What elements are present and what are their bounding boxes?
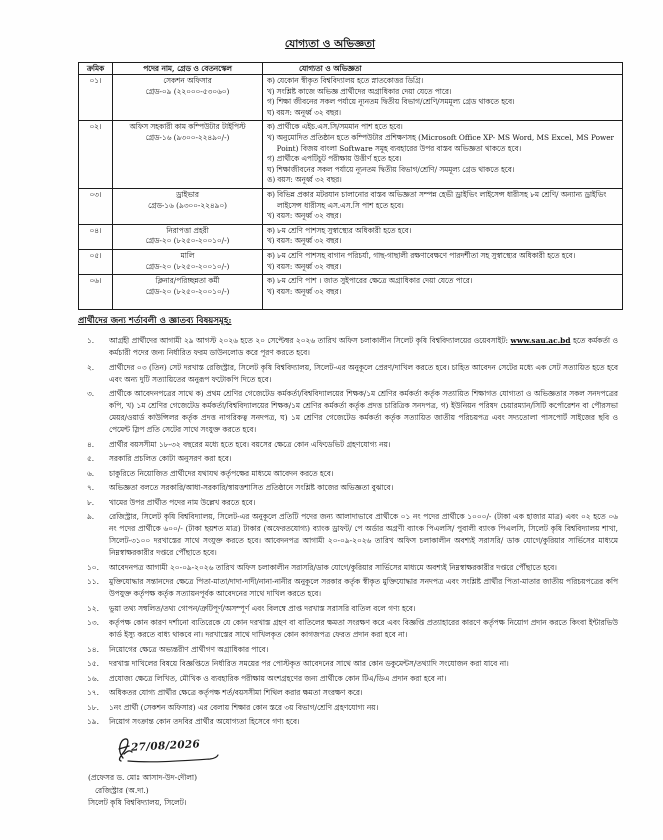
serial-cell: ০৩। (79, 188, 113, 224)
condition-number: ৬. (87, 468, 95, 478)
post-cell (113, 75, 263, 121)
condition-item (78, 576, 622, 600)
condition-text: মুক্তিযোদ্ধার সন্তানদের ক্ষেত্রে পিতা-মাতা/দাদা-দাদী/নানা-নানীর অনুকূলে সরকার কর্তৃক স্বীকৃত মুক্তিযোদ্ধার সনদপত্র এবং সংশ্লিষ্ট প্রার্থীর পিতা-মাতার জাতীয় পরিচয়পত্রের কপি উপযুক্ত কর্তৃপক্ষ কর্তৃক সত্যায়নপূর্বক আবেদনের সাথে দাখিল করতে হবে। (109, 577, 618, 599)
condition-number: ১৫. (87, 659, 99, 669)
qualification-text: বয়স: অনূর্ধ্ব ৩২ বছর। (277, 175, 342, 185)
conditions-heading (78, 315, 622, 327)
condition-text: অভিজ্ঞতা বলতে সরকারি/আধা-সরকারি/স্বায়ত্তশাসিত প্রতিষ্ঠানে সংশ্লিষ্ট কাজের অভিজ্ঞতা বুঝাবে। (109, 483, 394, 493)
header-row (79, 63, 623, 75)
qualification-item (267, 190, 618, 211)
post-name: নিরাপত্তা প্রহরী (166, 225, 209, 235)
condition-item (78, 603, 622, 615)
signature-date: 27/08/2026 (130, 738, 201, 754)
serial-cell: ০১। (79, 75, 113, 121)
condition-item (78, 562, 622, 574)
condition-number: ৫. (87, 454, 95, 464)
qualification-item (267, 87, 618, 98)
qualification-item (267, 226, 618, 237)
qualification-item (267, 97, 618, 108)
condition-item (78, 497, 622, 509)
condition-text: নিয়োগ সংক্রান্ত কোন তদবির প্রার্থীর অযোগ্যতা হিসেবে গণ্য হবে। (109, 717, 300, 727)
condition-text: কর্তৃপক্ষ কোন কারণ দর্শানো ব্যতিরেকে যে কোন দরখাস্ত গ্রহণ বা বাতিলের ক্ষমতা সংরক্ষণ করে এবং বিজ্ঞপ্তি প্রত্যাহারের কারণে কর্তৃপক্ষ নিয়োগ প্রদান করতে কিংবা ইন্টারভিউ কার্ড ইস্যু করতে বাধ্য থাকবে না। দরখাস্তের সাথে দাখিলকৃত কোন কাগজপত্র ফেরত প্রদান করা হবে না। (109, 618, 618, 640)
qualification-label: ক) (267, 76, 275, 85)
condition-number: ১২. (87, 603, 99, 613)
qualification-label: খ) (267, 211, 275, 221)
condition-text: দরখাস্ত দাখিলের বিষয়ে বিজ্ঞপ্তিতে নির্ধারিত সময়ের পর পোস্টকৃত আবেদনের সাথে আর কোন ডকুমেন্টস/তথ্যাদি সংযোজন করা যাবে না। (109, 659, 509, 669)
post-cell (113, 224, 263, 249)
header-post: পদের নাম, গ্রেড ও বেতনস্কেল (113, 63, 263, 75)
serial-cell: ০৬। (79, 275, 113, 310)
signatory-designation: রেজিস্ট্রার (অ.দা.) (95, 785, 149, 795)
condition-number: ৭. (87, 483, 95, 493)
qualification-item (267, 236, 618, 247)
qualification-text: বয়স: অনূর্ধ্ব ৩২ বছর। (276, 107, 341, 117)
post-grade: গ্রেড-২০ (৮২৫০-২০০১০/-) (145, 236, 230, 246)
qualification-text: বয়স: অনূর্ধ্ব ৩২ বছর। (276, 211, 342, 221)
signatory-institution: সিলেট কৃষি বিশ্ববিদ্যালয়, সিলেট। (88, 798, 187, 808)
condition-text-part: আগ্রহী প্রার্থীদের আগামী ২৯ আগস্ট ২০২৬ হতে ২০ সেপ্টেম্বর ২০২৬ তারিখ অফিস চলাকালীন সিলেট কৃষি বিশ্ববিদ্যালয়ের ওয়েবসাইট: (109, 336, 508, 346)
condition-item (78, 617, 622, 641)
post-name: ক্লিনার/পরিচ্ছন্নতা কর্মী (155, 276, 220, 286)
qualification-item (267, 175, 618, 186)
condition-item (78, 439, 622, 451)
qualification-text: প্রার্থীকে এইচ.এস.সি/সমমান পাশ হতে হবে। (276, 122, 403, 132)
signatory-name: (প্রফেসর ড. মোঃ আসাদ-উদ-দৌলা) (88, 773, 198, 783)
condition-text: সরকারি প্রচলিত কোটা অনুসরণ করা হবে। (109, 454, 232, 464)
condition-item (78, 468, 622, 480)
qualification-item (267, 165, 618, 176)
qualification-item (267, 276, 618, 287)
conditions-heading-text: প্রার্থীদের জন্য শর্তাবলী ও জ্ঞাতব্য বিষয়সমূহ: (78, 316, 232, 327)
table-row (79, 121, 623, 189)
condition-number: ১. (87, 336, 95, 346)
qualification-text: ৮ম শ্রেণি পাশ । জাত সুইপারের ক্ষেত্রে অগ্রাধিকার দেয়া যেতে পারে। (276, 276, 473, 286)
qualification-cell (263, 224, 623, 249)
qualification-item (267, 76, 618, 87)
qualification-item (267, 122, 618, 133)
header-qualification: যোগ্যতা ও অভিজ্ঞতা (263, 63, 623, 75)
qualification-item (267, 262, 618, 273)
document-title (58, 37, 602, 52)
condition-number: ৯. (87, 512, 95, 522)
post-name: ড্রাইভার (176, 189, 199, 199)
condition-number: ১৯. (87, 717, 99, 727)
qualification-cell (263, 121, 623, 189)
qualification-table-body (79, 75, 623, 310)
condition-item (78, 335, 622, 359)
qualification-text: প্রার্থীকে এপটিচুট পরীক্ষায় উত্তীর্ণ হতে হবে। (276, 154, 402, 164)
serial-cell: ০৫। (79, 249, 113, 274)
post-grade: গ্রেড-১৬ (৯৩০০-২২৪৯০/-) (145, 132, 230, 142)
qualification-cell (263, 75, 623, 121)
table-row (79, 224, 623, 249)
conditions-list (78, 335, 622, 728)
table-row (79, 188, 623, 224)
condition-text: আবেদনপত্র আগামী ২০-০৯-২০২৬ তারিখ অফিস চলাকালীন সরাসরি/ডাক যোগে/কুরিয়ার সার্ভিসের মাধ্যমে অবশ্যই নিম্নস্বাক্ষরকারীর দপ্তরে পৌঁছাতে হবে। (109, 562, 557, 572)
qualification-text: অনুমোদিত প্রতিষ্ঠান হতে কম্পিউটার প্রশিক্ষণসহ (Microsoft Office XP- MS Word, MS Excel, MS Power Point) বিজয় বাংলা Software সমূহ ব্যবহারের উপর বাস্তব অভিজ্ঞতা থাকতে হবে। (276, 132, 615, 153)
condition-text: ভুয়া তথ্য সম্বলিত/তথ্য গোপন/ত্রুটিপূর্ণ/অসম্পূর্ণ এবং বিলম্বে প্রাপ্ত দরখাস্ত সরাসরি বাতিল বলে গণ্য হবে। (109, 603, 416, 613)
serial-cell: ০২। (79, 121, 113, 189)
qualification-label: ক) (267, 276, 275, 286)
condition-text: খামের উপর প্রার্থীত পদের নাম উল্লেখ করতে হবে। (109, 497, 256, 507)
condition-number: ৩. (87, 389, 95, 399)
condition-item (78, 511, 622, 559)
condition-text: চাকুরিতে নিয়োজিত প্রার্থীদের যথাযথ কর্তৃপক্ষের মাধ্যমে আবেদন করতে হবে। (109, 468, 334, 478)
post-grade: গ্রেড-২০ (৮২৫০-২০০১০/-) (145, 286, 230, 296)
condition-number: ৪. (87, 439, 95, 449)
condition-item (78, 482, 622, 494)
qualification-text: বয়স: অনূর্ধ্ব ৩২ বছর। (276, 236, 342, 246)
qualification-item (267, 108, 618, 119)
post-cell (113, 249, 263, 274)
condition-number: ১৪. (87, 644, 99, 654)
serial-cell: ০৪। (79, 224, 113, 249)
condition-number: ১০. (87, 562, 99, 572)
post-grade: গ্রেড-০৯ (২২০০০-৫৩০৬০) (145, 86, 230, 96)
header-serial: ক্রমিক (79, 63, 113, 75)
qualification-text: বয়স: অনূর্ধ্ব ৩২ বছর। (276, 261, 342, 271)
post-cell (113, 188, 263, 224)
condition-text: অধিকতর যোগ্য প্রার্থীর ক্ষেত্রে কর্তৃপক্ষ শর্ত/বয়সসীমা শিথিল করার ক্ষমতা সংরক্ষণ করে। (109, 688, 363, 698)
qualification-item (267, 287, 618, 298)
qualification-item (267, 133, 618, 154)
qualification-table (78, 62, 623, 310)
qualification-label: গ) (267, 154, 275, 164)
qualification-label: ঘ) (267, 164, 275, 174)
qualification-label: খ) (267, 132, 275, 142)
qualification-text: ৮ম শ্রেণি পাশসহ সুস্বাস্থ্যের অধিকারী হতে হবে। (276, 225, 412, 235)
website-link[interactable]: www.sau.ac.bd (510, 336, 571, 346)
post-grade: গ্রেড-১৬ (৯৩০০-২২৪৯০) (148, 200, 227, 210)
qualification-text: সংশ্লিষ্ট কাজে অভিজ্ঞ প্রার্থীদের অগ্রাধিকার দেয়া যেতে পারে। (276, 86, 452, 96)
condition-item (78, 644, 622, 656)
qualification-table-header (79, 63, 623, 75)
qualification-cell (263, 249, 623, 274)
qualification-label: ক) (267, 250, 275, 260)
qualification-cell (263, 275, 623, 310)
table-row (79, 275, 623, 310)
qualification-label: খ) (267, 286, 275, 296)
post-name: মালি (180, 250, 195, 260)
post-name: সেকশন অফিসার (163, 76, 212, 85)
condition-item (78, 388, 622, 436)
condition-text: রেজিস্ট্রার, সিলেট কৃষি বিশ্ববিদ্যালয়, সিলেট-এর অনুকূলে প্রতিটি পদের জন্য আলাদাভাবে প্রার্থীকে ০১ নং পদের প্রার্থীকে ১০০০/- (টাকা এক হাজার মাত্র) এবং ০২ হতে ০৬ নং পদের প্রার্থীকে ৬০০/- (টাকা ছয়শত মাত্র) টাকার (অফেরতযোগ্য) ব্যাংক ড্রাফট/ পে অর্ডার অগ্রণী ব্যাংক পিএলসি/ পুবালী ব্যাংক পিএলসি, সিলেট কৃষি বিশ্ববিদ্যালয় শাখা, সিলেট-৩১০০ দরখাস্তের সাথে সংযুক্ত করতে হবে। আবেদনপত্র আগামী ২০-০৯-২০২৬ তারিখ অফিস চলাকালীন অবশ্যই সরাসরি/ ডাক যোগে/কুরিয়ার সার্ভিসের মাধ্যমে নিম্নস্বাক্ষরকারীর দপ্তরে পৌঁছাতে হবে। (109, 512, 618, 558)
qualification-label: ক) (267, 225, 275, 235)
condition-number: ১১. (87, 577, 99, 587)
qualification-cell (263, 188, 623, 224)
condition-number: ১৭. (87, 688, 99, 698)
condition-number: ২. (87, 362, 95, 372)
qualification-label: খ) (267, 236, 275, 246)
qualification-label: ঙ) (267, 175, 276, 185)
condition-text-part: হতে কর্মকর্তা ও কর্মচারী পদের জন্য নির্ধারিত ফরম ডাউনলোড করে পূরণ করতে হবে। (109, 336, 618, 358)
qualification-text: বয়স: অনূর্ধ্ব ৩২ বছর। (276, 286, 342, 296)
qualification-label: ঘ) (267, 107, 275, 117)
condition-item (78, 362, 622, 386)
condition-item (78, 702, 622, 714)
post-grade: গ্রেড-২০ (৮২৫০-২০০১০/-) (145, 261, 230, 271)
condition-text (109, 335, 618, 359)
condition-text: প্রার্থীদের ০৩ (তিন) সেট দরখাস্ত রেজিস্ট্রার, সিলেট কৃষি বিশ্ববিদ্যালয়, সিলেট-এর অনুকূলে প্রেরণ/দাখিল করতে হবে। চাহিত আবেদন সেটের মধ্যে এক সেট সত্যায়িত হতে হবে এবং অন্য দুটি সত্যায়িতের অনুরূপ ফটোকপি দিতে হবে। (109, 362, 618, 384)
condition-number: ১৬. (87, 673, 99, 683)
table-row (79, 75, 623, 121)
post-cell (113, 275, 263, 310)
condition-number: ১৮. (87, 702, 99, 712)
condition-item (78, 716, 622, 728)
qualification-item (267, 154, 618, 165)
condition-item (78, 658, 622, 670)
qualification-label: খ) (267, 86, 275, 96)
qualification-item (267, 251, 618, 262)
qualification-label: খ) (267, 261, 275, 271)
qualification-text: শিক্ষা জীবনের সকল পর্যায়ে ন্যূনতম দ্বিতীয় বিভাগ/শ্রেণি/সমমূল্য গ্রেড থাকতে হবে। (276, 97, 515, 107)
qualification-label: গ) (267, 97, 275, 107)
signature (114, 734, 234, 764)
condition-item (78, 687, 622, 699)
post-cell (113, 121, 263, 189)
condition-text: ১নং প্রার্থী (সেকশন অফিসার) এর বেলায় শিক্ষার কোন স্তরে ৩য় বিভাগ/শ্রেণি গ্রহণযোগ্য নয়। (109, 702, 379, 712)
signatory-block (88, 772, 622, 810)
qualification-text: শিক্ষাজীবনের সকল পর্যায়ে ন্যূনতম দ্বিতীয় বিভাগ/শ্রেণি/ সমমূল্য গ্রেড থাকতে হবে। (276, 164, 515, 174)
qualification-label: ক) (267, 189, 275, 199)
table-row (79, 249, 623, 274)
post-name: অফিস সহকারী কাম কম্পিউটার টাইপিস্ট (129, 122, 246, 132)
condition-text: প্রার্থীকে আবেদনপত্রের সাথে ক) প্রথম শ্রেণির গেজেটেড কর্মকর্তা/বিশ্ববিদ্যালয়ের শিক্ষক/১ম শ্রেণির কর্মকর্তা কর্তৃক সত্যায়িত শিক্ষাগত যোগ্যতা ও অভিজ্ঞতার সকল সনদপত্রের কপি, খ) ১ম শ্রেণির গেজেটেড কর্মকর্তা/বিশ্ববিদ্যালয়ের শিক্ষক/১ম শ্রেণির কর্মকর্তা কর্তৃক প্রদত্ত চারিত্রিক সনদপত্র, গ) ইউনিয়ন পরিষদ চেয়ারম্যান/সিটি কর্পোরেশন বা পৌরসভা মেয়র/ওয়ার্ড কাউন্সিলর কর্তৃক প্রদত্ত নাগরিকত্ব সনদপত্র, ঘ) ১ম শ্রেণির গেজেটেড কর্মকর্তা কর্তৃক সত্যায়িত জাতীয় পরিচয়পত্র এবং সদ্যতোলা পাসপোর্ট সাইজের ছবি ও পেমেন্ট স্লিপ প্রতি সেটের সাথে সংযুক্ত করতে হবে। (109, 389, 618, 435)
condition-text: প্রার্থীর বয়সসীমা ১৮-৩২ বছরের মধ্যে হতে হবে। বয়সের ক্ষেত্রে কোন এফিডেভিট গ্রহণযোগ্য নয়। (109, 439, 391, 449)
condition-number: ১৩. (87, 618, 99, 628)
qualification-item (267, 211, 618, 222)
condition-item (78, 673, 622, 685)
condition-text: প্রযোজ্য ক্ষেত্রে লিখিত, মৌখিক ও ব্যবহারিক পরীক্ষায় অংশগ্রহণের জন্য প্রার্থীকে কোন টিএ/ডিএ প্রদান করা হবে না। (109, 673, 447, 683)
qualification-text: ৮ম শ্রেণি পাশসহ বাগান পরিচর্যা, গাছ-গাছালী রক্ষণাবেক্ষণে পারদর্শীতা সহ সুস্বাস্থ্যের অধিকারী হতে হবে। (276, 250, 576, 260)
document-title-text: যোগ্যতা ও অভিজ্ঞতা (284, 38, 376, 50)
qualification-text: বিভিন্ন প্রকার মটরযান চালানোর বাস্তব অভিজ্ঞতা সম্পন্ন হেভী ড্রাইভিং লাইসেন্স ধারীসহ ৮ম শ্রেণি/ অন্যান্য ড্রাইভিং লাইসেন্স ধারীসহ এস.এস.সি পাশ হতে হবে। (276, 189, 607, 210)
condition-number: ৮. (87, 497, 95, 507)
qualification-label: ক) (267, 122, 275, 132)
condition-text: নিয়োগের ক্ষেত্রে অভ্যন্তরীণ প্রার্থীগণ অগ্রাধিকার পাবে। (109, 644, 269, 654)
condition-item (78, 453, 622, 465)
qualification-text: যেকোন স্বীকৃত বিশ্ববিদ্যালয় হতে স্নাতকোত্তর ডিগ্রি। (276, 76, 424, 85)
